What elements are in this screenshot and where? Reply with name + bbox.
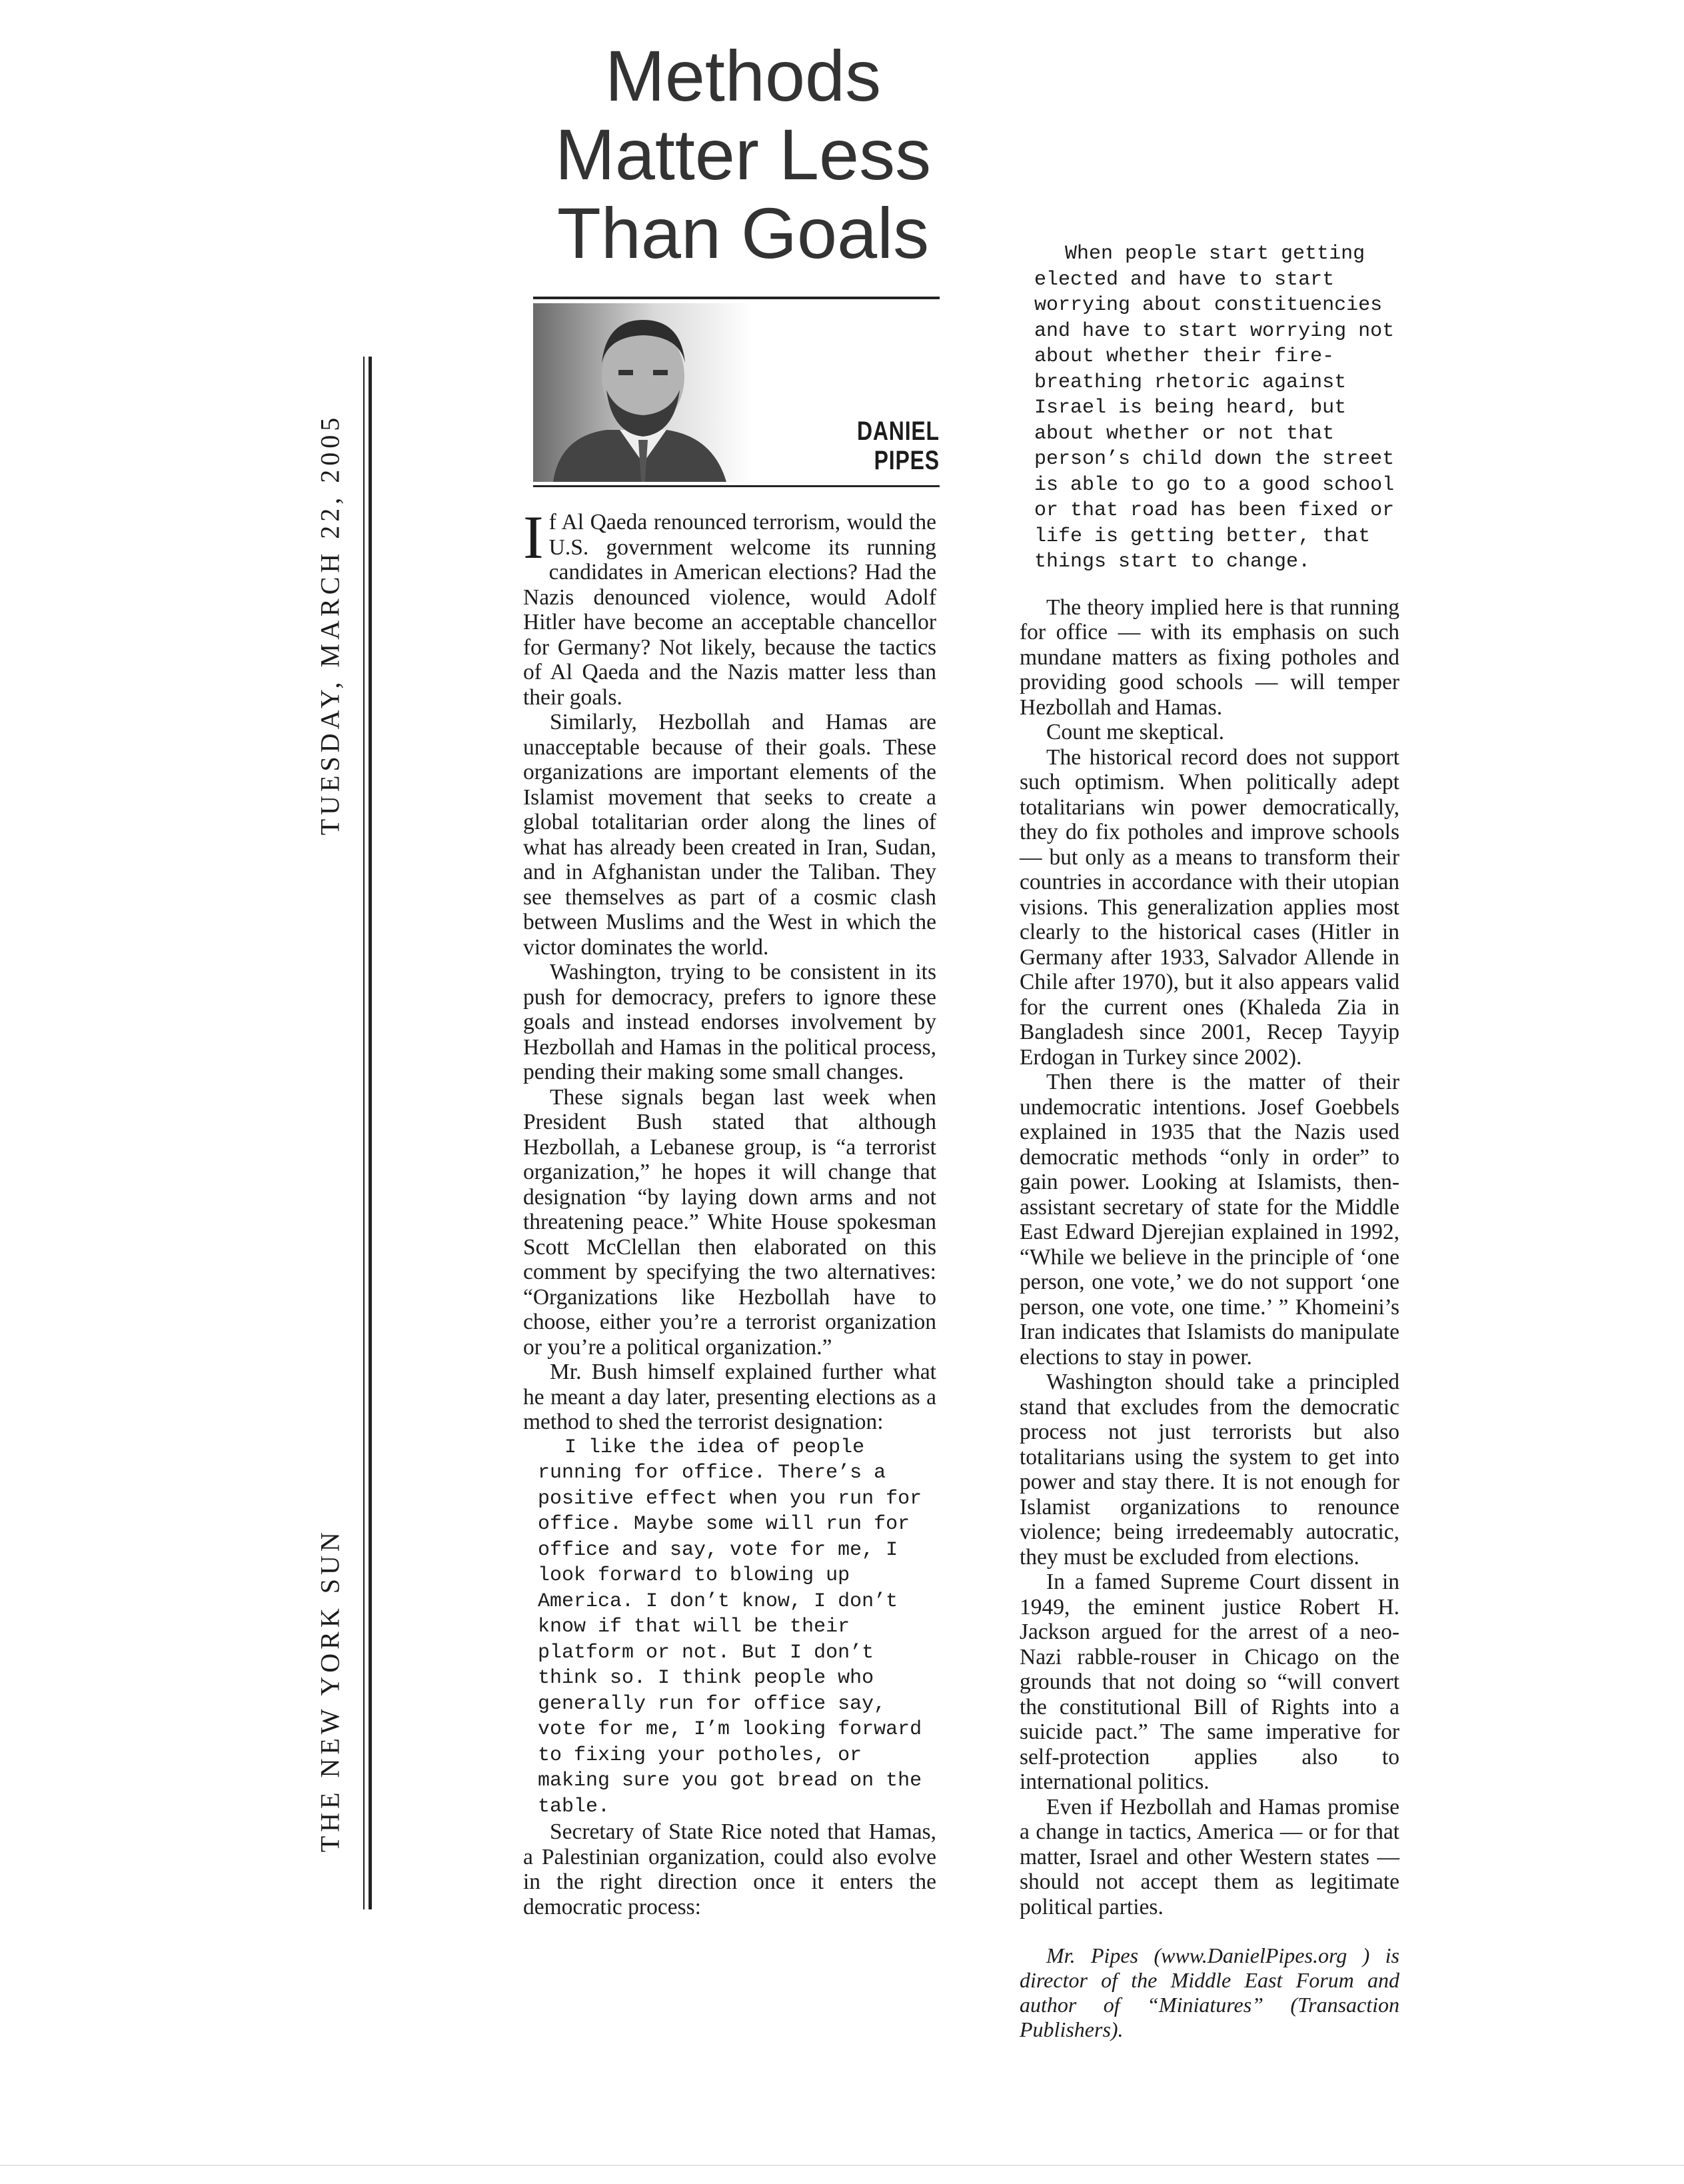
dateline: [315, 414, 346, 1853]
headline-line-1: Methods: [604, 35, 882, 116]
paragraph: Even if Hezbollah and Hamas promise a change in tactics, America — or for that matter, Israel and other Western states — should not accept them as legitimate political parties.: [1020, 1794, 1399, 1919]
paragraph: The historical record does not support such optimism. When politically adept totalitarians win power democratically, they do fix potholes and improve schools — but only as a means to transform their countries in accordance with their utopian visions. This generalization applies most clearly to the historical cases (Hitler in Germany after 1933, Salvador Allende in Chile after 1970), but it also appears valid for the current ones (Khaleda Zia in Bangladesh since 2001, Recep Tayyip Erdogan in Turkey since 2002).: [1020, 744, 1399, 1070]
paragraph-text: f Al Qaeda renounced terrorism, would the U.S. government welcome its running candidates in American elections? Had the Nazis denounced violence, would Adolf Hitler have become an acceptable chancellor for Germany? Not likely, because the tactics of Al Qaeda and the Nazis matter less than their goals.: [523, 510, 936, 710]
paragraph: Count me skeptical.: [1046, 720, 1225, 744]
spacer: [1020, 575, 1399, 595]
author-name: [857, 417, 940, 475]
author-bio: Mr. Pipes (www.DanielPipes.org ) is director of the Middle East Forum and author of “Miniatures” (Transaction Publishers).: [1020, 1943, 1399, 2041]
byline: [533, 303, 940, 482]
page-edge: [0, 2165, 1684, 2166]
block-quote: I like the idea of people running for office. There’s a positive effect when you run for office. Maybe some will run for office and say, vote for me, I look forward to blowing up America. I don’t know, I don’t know if that will be their platform or not. But I don’t think so. I think people who generally run for office say, vote for me, I’m looking forward to fixing your potholes, or making sure you got bread on the table.: [538, 1436, 922, 1818]
paragraph: [523, 503, 936, 710]
paragraph: Washington, trying to be consistent in its push for democracy, prefers to ignore these goals and instead endorses involvement by Hezbollah and Hamas in the political process, pending their making some small changes.: [523, 960, 936, 1084]
publication-name: THE NEW YORK SUN: [315, 1528, 345, 1853]
headline-rule: [533, 297, 940, 299]
headline-line-2: Matter Less: [554, 114, 932, 195]
publication-date: TUESDAY, MARCH 22, 2005: [315, 413, 345, 836]
block-quote: When people start getting elected and have to start worrying about constituencies and have to start worrying not about whether their fire-breathing rhetoric against Israel is being heard, but about whether or not that person’s child down the street is able to go to a good school or that road has been fixed or life is getting better, that things start to change.: [1034, 243, 1395, 573]
paragraph: These signals began last week when President Bush stated that although Hezbollah, a Lebanese group, is “a terrorist organization,” he hopes it will change that designation “by laying down arms and not threatening peace.” White House spokesman Scott McClellan then elaborated on this comment by specifying the two alternatives: “Organizations like Hezbollah have to choose, either you’re a terrorist organization or you’re a political organization.”: [523, 1084, 936, 1360]
paragraph: The theory implied here is that running for office — with its emphasis on such mundane matters as fixing potholes and providing good schools — will temper Hezbollah and Hamas.: [1020, 594, 1399, 720]
paragraph: Secretary of State Rice noted that Hamas, a Palestinian organization, could also evolve in the right direction once it enters the democratic process:: [523, 1819, 936, 1919]
drop-cap: I: [523, 503, 544, 571]
author-first-name: DANIEL: [857, 417, 940, 446]
dateline-rule-thin: [363, 357, 365, 1909]
author-last-name: PIPES: [874, 446, 940, 475]
headline-line-3: Than Goals: [556, 193, 930, 273]
headline: [526, 37, 960, 273]
paragraph: Washington should take a principled stand that excludes from the democratic process not just terrorists but also totalitarians using the system to get into power and stay there. It is not enough for Islamist organizations to renounce violence; being irredeemably autocratic, they must be excluded from elections.: [1020, 1370, 1399, 1570]
byline-rule: [533, 485, 940, 487]
paragraph: In a famed Supreme Court dissent in 1949, the eminent justice Robert H. Jackson argued for the arrest of a neo-Nazi rabble-rouser in Chicago on the grounds that not doing so “will convert the constitutional Bill of Rights into a suicide pact.” The same imperative for self-protection applies also to international politics.: [1020, 1570, 1399, 1794]
article-column-left: [523, 503, 936, 1919]
paragraph: Mr. Bush himself explained further what he meant a day later, presenting elections as a method to shed the terrorist designation:: [523, 1360, 936, 1434]
dateline-rule: [369, 357, 372, 1909]
paragraph: Then there is the matter of their undemocratic intentions. Josef Goebbels explained in 1935 that the Nazis used democratic methods “only in order” to gain power. Looking at Islamists, then-assistant secretary of state for the Middle East Edward Djerejian explained in 1992, “While we believe in the principle of ‘one person, one vote,’ we do not support ‘one person, one vote, one time.’ ” Khomeini’s Iran indicates that Islamists do manipulate elections to stay in power.: [1020, 1070, 1399, 1370]
article-column-right: [1020, 241, 1399, 2042]
paragraph: Similarly, Hezbollah and Hamas are unacceptable because of their goals. These organizations are important elements of the Islamist movement that seeks to create a global totalitarian order along the lines of what has already been created in Iran, Sudan, and in Afghanistan under the Taliban. They see themselves as part of a cosmic clash between Muslims and the West in which the victor dominates the world.: [523, 710, 936, 960]
author-portrait: [533, 303, 753, 482]
